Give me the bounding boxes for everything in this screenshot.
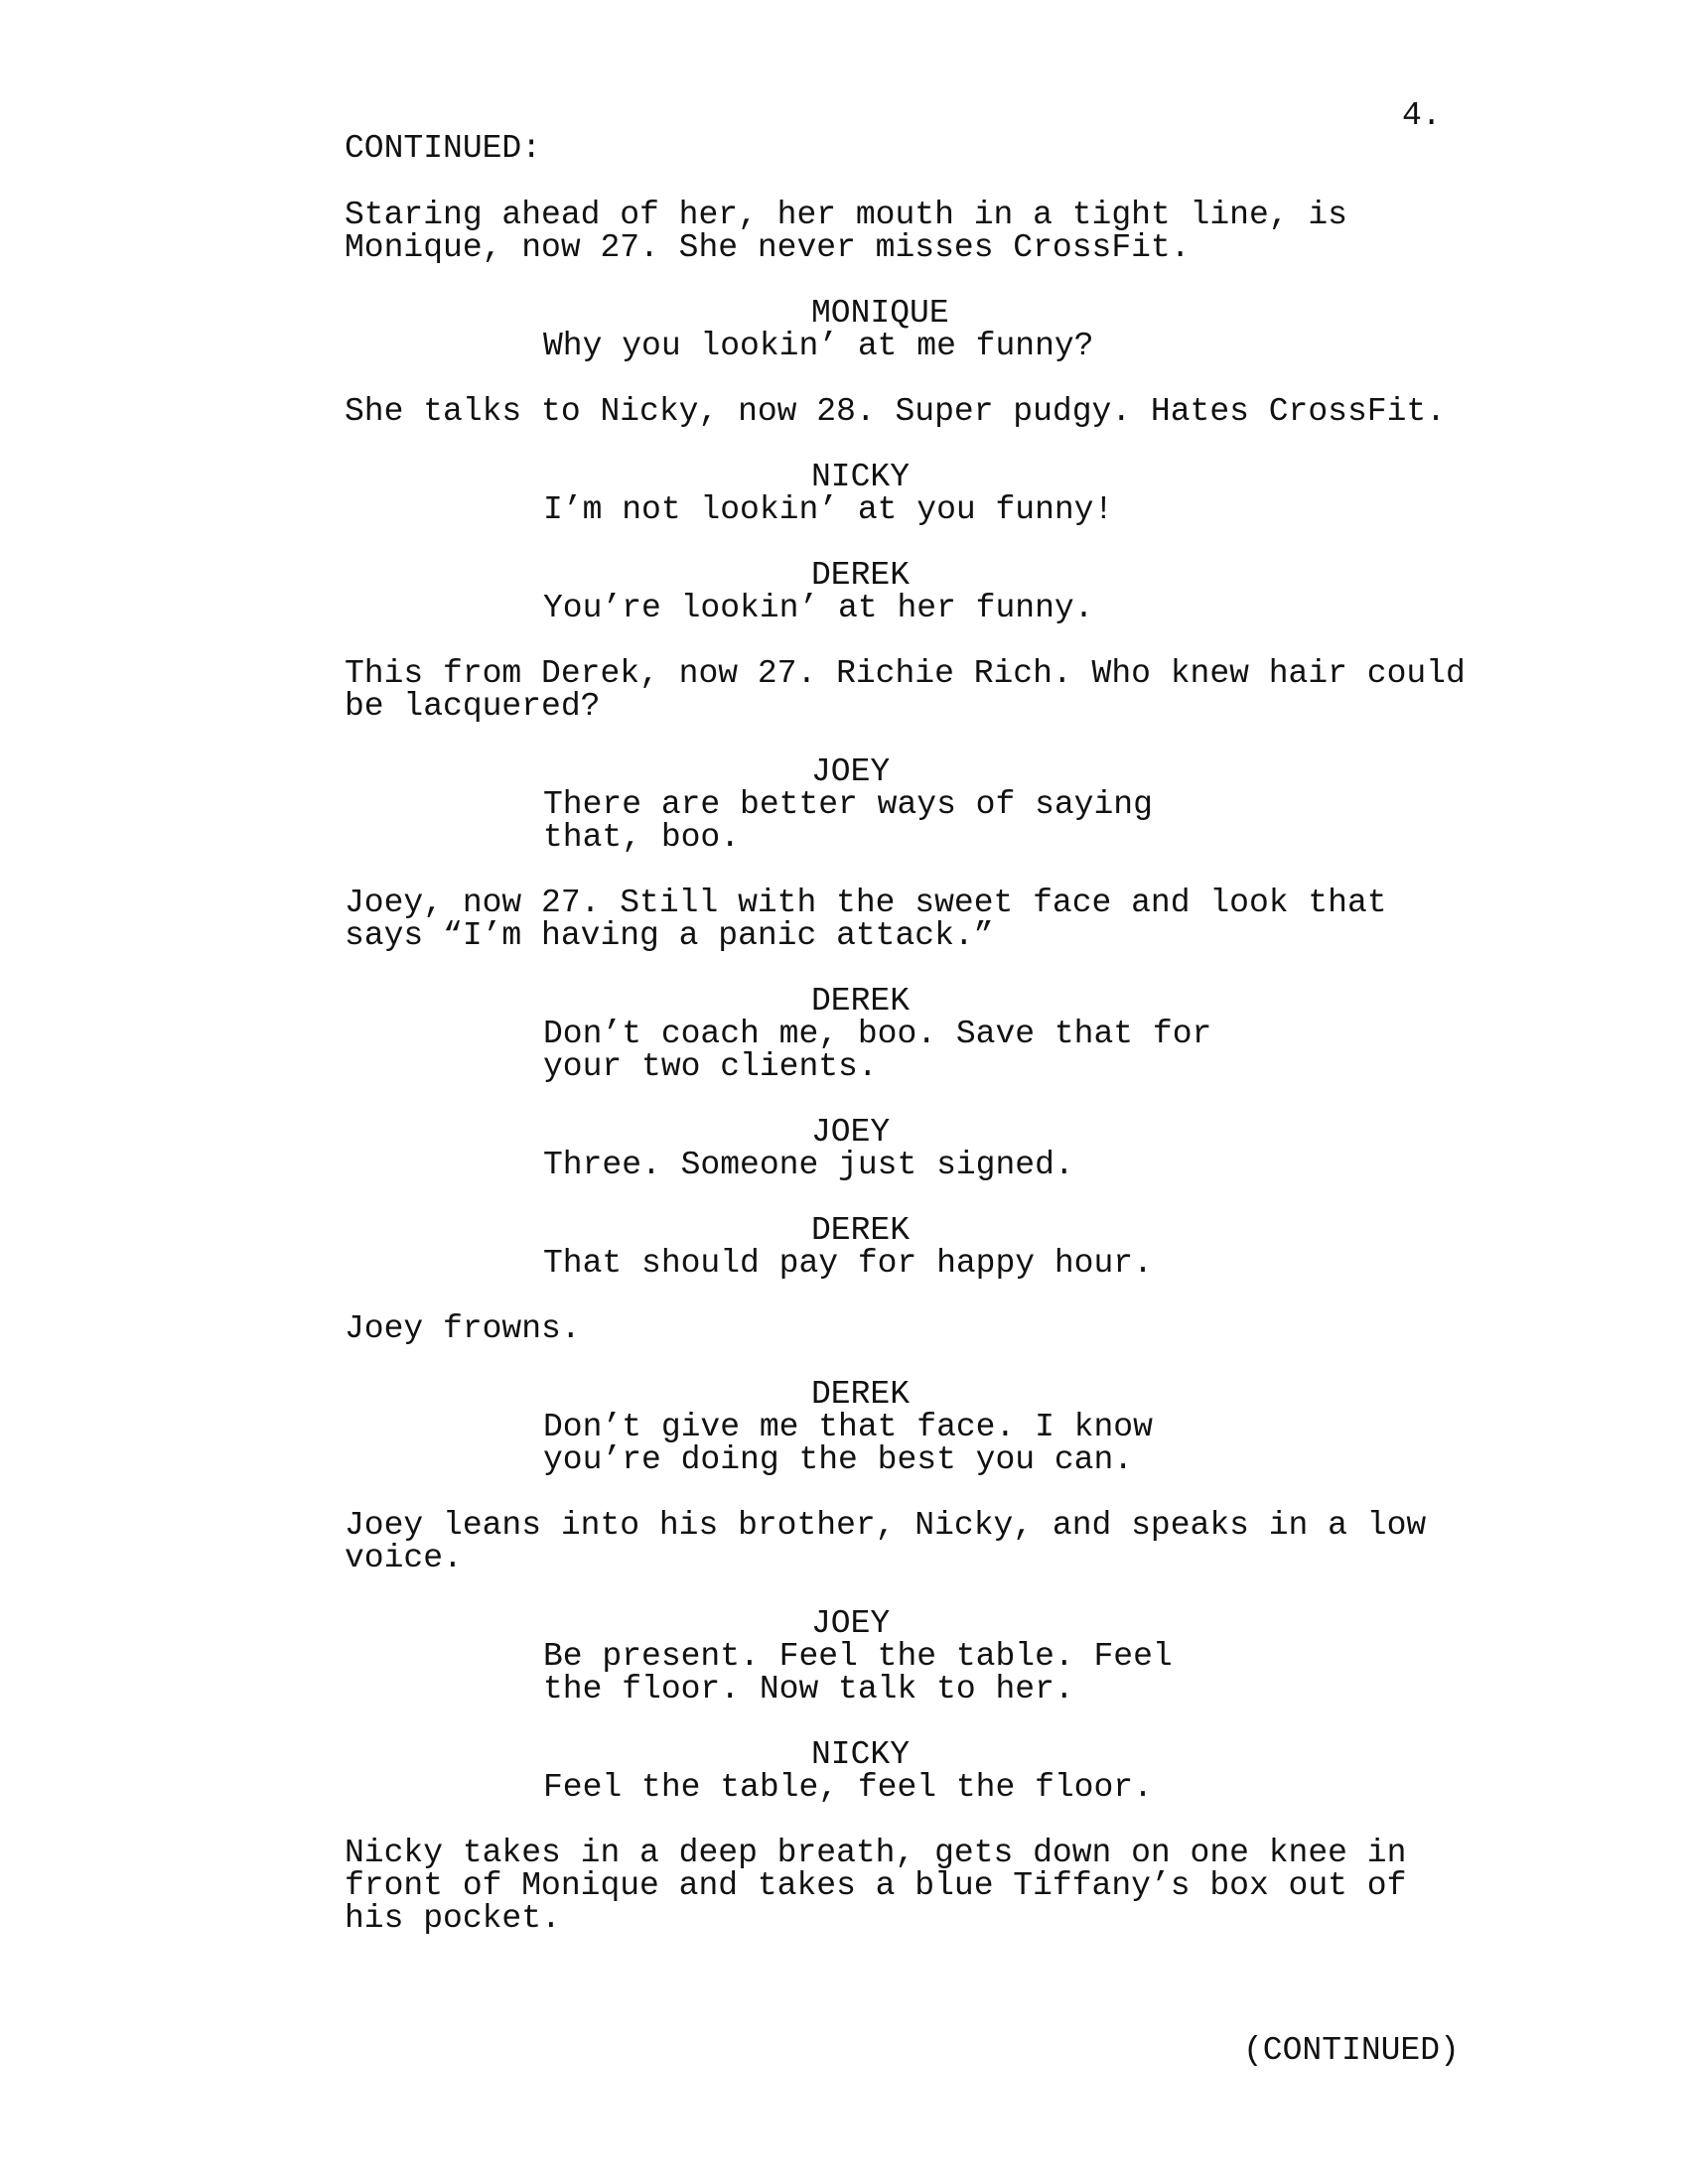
dialogue-line: Don’t give me that face. I know you’re doing the best you can. (543, 1409, 1153, 1478)
character-cue: JOEY (811, 753, 891, 790)
character-cue: NICKY (811, 1736, 911, 1773)
character-cue: DEREK (811, 1212, 911, 1249)
dialogue-line: Be present. Feel the table. Feel the floor. Now talk to her. (543, 1638, 1173, 1707)
action-line: This from Derek, now 27. Richie Rich. Who knew hair could be lacquered? (345, 655, 1466, 725)
continued-header: CONTINUED: (345, 130, 542, 167)
character-cue: JOEY (811, 1605, 891, 1642)
dialogue-line: That should pay for happy hour. (543, 1245, 1153, 1282)
character-cue: DEREK (811, 983, 911, 1020)
character-cue: DEREK (811, 1376, 911, 1413)
dialogue-line: There are better ways of saying that, boo. (543, 786, 1153, 856)
dialogue-line: Feel the table, feel the floor. (543, 1769, 1153, 1806)
character-cue: MONIQUE (811, 295, 949, 332)
dialogue-line: Why you lookin’ at me funny? (543, 328, 1094, 364)
dialogue-line: Don’t coach me, boo. Save that for your two clients. (543, 1016, 1212, 1085)
dialogue-line: I’m not lookin’ at you funny! (543, 491, 1114, 528)
dialogue-line: You’re lookin’ at her funny. (543, 590, 1094, 626)
character-cue: JOEY (811, 1114, 891, 1151)
action-line: She talks to Nicky, now 28. Super pudgy. Hates CrossFit. (345, 393, 1446, 430)
action-line: Joey leans into his brother, Nicky, and speaks in a low voice. (345, 1507, 1427, 1576)
character-cue: NICKY (811, 459, 911, 495)
action-line: Joey frowns. (345, 1310, 581, 1347)
dialogue-line: Three. Someone just signed. (543, 1147, 1074, 1183)
action-line: Nicky takes in a deep breath, gets down on one knee in front of Monique and takes a blue Tiffany’s box out of his pocket. (345, 1835, 1407, 1937)
page-number: 4. (1402, 97, 1442, 134)
action-line: Joey, now 27. Still with the sweet face and look that says “I’m having a panic attack.” (345, 885, 1387, 954)
action-line: Staring ahead of her, her mouth in a tight line, is Monique, now 27. She never misses CrossFit. (345, 197, 1347, 266)
continued-footer: (CONTINUED) (1243, 2032, 1460, 2069)
character-cue: DEREK (811, 557, 911, 594)
